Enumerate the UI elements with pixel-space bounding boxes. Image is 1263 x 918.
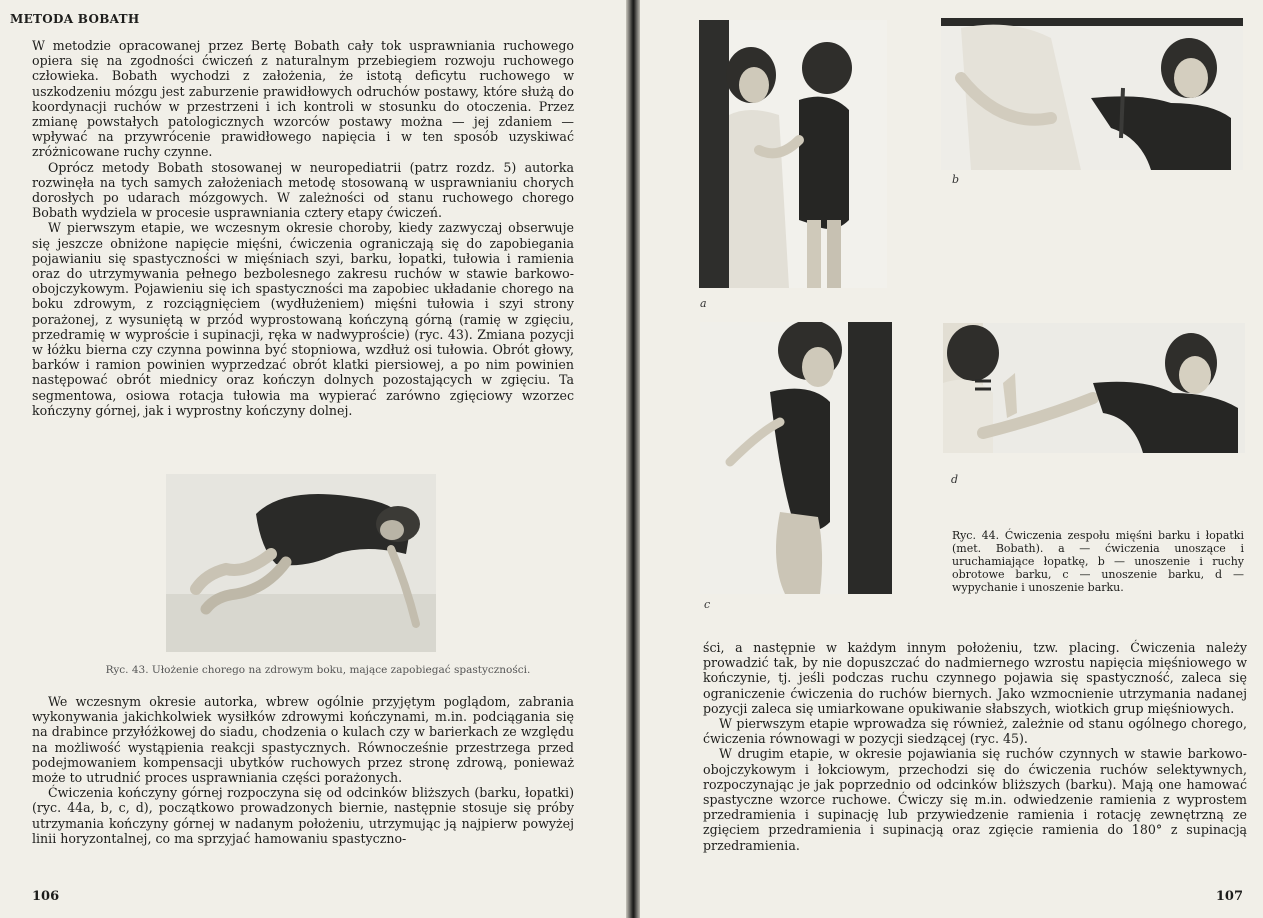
right-page <box>640 0 1263 918</box>
figure-43-caption: Ryc. 43. Ułożenie chorego na zdrowym boku, mające zapobiegać spastyczności. <box>105 664 531 676</box>
figure-44d-photo <box>943 323 1245 453</box>
paragraph: W drugim etapie, w okresie pojawiania się ruchów czynnych w stawie barkowo-obojczykowym i łokciowym, przechodzi się do ćwiczenia ruchów selektywnych, rozpoczynając je jak poprzednio od odcinków bliższych (barku). Mają one hamować spastyczne wzorce ruchowe. Ćwiczy się m.in. odwiedzenie ramienia z wyprostem przedramienia i supinację lub przywiedzenie ramienia i rotację zewnętrzną ze zgięciem przedramienia i supinacją oraz zgięcie ramienia do 180° z supinacją przedramienia. <box>703 746 1247 853</box>
figure-44a-letter: a <box>700 297 707 310</box>
figure-43-photo <box>166 474 436 652</box>
right-text <box>703 640 1247 853</box>
paragraph: W pierwszym etapie wprowadza się również, zależnie od stanu ogólnego chorego, ćwiczenia równowagi w pozycji siedzącej (ryc. 45). <box>703 716 1247 747</box>
figure-44-caption: Ryc. 44. Ćwiczenia zespołu mięśni barku i łopatki (met. Bobath). a — ćwiczenia unoszące i uruchamiające łopatkę, b — unoszenie i ruchy obrotowe barku, c — unoszenie barku, d — wypychanie i unoszenie barku. <box>952 529 1244 594</box>
paragraph: Oprócz metody Bobath stosowanej w neuropediatrii (patrz rozdz. 5) autorka rozwinęła na tych samych założeniach metodę stosowaną w usprawnianiu chorych dorosłych po udarach mózgowych. W zależności od stanu ruchowego chorego Bobath wydziela w procesie usprawniania cztery etapy ćwiczeń. <box>32 159 574 221</box>
figure-44b-photo <box>941 18 1243 170</box>
figure-44b-letter: b <box>952 173 960 186</box>
page-number-left: 106 <box>32 889 60 904</box>
figure-44c-letter: c <box>704 598 711 611</box>
figure-44c-photo <box>700 322 892 594</box>
paragraph: We wczesnym okresie autorka, wbrew ogólnie przyjętym poglądom, zabrania wykonywania jakichkolwiek wysiłków zdrowymi kończynami, m.in. podciągania się na drabince przyłóżkowej do siadu, chodzenia o kulach czy w barierkach ze względu na możliwość wystąpienia reakcji spastycznych. Równocześnie przestrzega przed podejmowaniem kompensacji ubytków ruchowych przez stronę zdrową, ponieważ może to utrudnić proces usprawniania części porażonych. <box>32 694 574 786</box>
paragraph: Ćwiczenia kończyny górnej rozpoczyna się od odcinków bliższych (barku, łopatki) (ryc. 44a, b, c, d), początkowo prowadzonych biernie, następnie stosuje się próby utrzymania kończyny górnej w nadanym położeniu, utrzymując ją najpierw powyżej linii horyzontalnej, co ma sprzyjać hamowaniu spastyczno- <box>32 785 574 846</box>
figure-44a-photo <box>699 20 887 288</box>
paragraph: W pierwszym etapie, we wczesnym okresie choroby, kiedy zazwyczaj obserwuje się jeszcze obniżone napięcie mięśni, ćwiczenia ograniczają się do zapobiegania pojawianiu się spastyczności w mięśniach szyi, barku, łopatki, tułowia i ramienia oraz do utrzymywania pełnego bezbolesnego zakresu ruchów w stawie barkowo-obojczykowym. Pojawieniu się ich spastyczności ma zapobiec układanie chorego na boku zdrowym, z rozciągnięciem (wydłużeniem) mięśni tułowia i szyi strony porażonej, z wysuniętą w przód wyprostowaną kończyną górną (ramię w zgięciu, przedramię w wyproście i supinacji, ręka w nadwyproście) (ryc. 43). Zmiana pozycji w łóżku bierna czy czynna powinna być stopniowa, wzdłuż osi tułowia. Obrót głowy, barków i ramion powinien wyprzedzać obrót klatki piersiowej, a po nim powinien następować obrót miednicy oraz kończyn dolnych pozostających w zgięciu. Ta segmentowa, osiowa rotacja tułowia ma wypierać zarówno zgięciowy wzorzec kończyny górnej, jak i wyprostny kończyny dolnej. <box>32 220 574 418</box>
paragraph: W metodzie opracowanej przez Bertę Bobath cały tok usprawniania ruchowego opiera się na zgodności ćwiczeń z naturalnym przebiegiem rozwoju ruchowego człowieka. Bobath wychodzi z założenia, że istotą deficytu ruchowego w uszkodzeniu mózgu jest zaburzenie prawidłowych odruchów postawy, które służą do koordynacji ruchów w przestrzeni i ich kontroli w stosunku do otoczenia. Przez zmianę powstałych patologicznych wzorców postawy można — jej zdaniem — wpływać na przywrócenie prawidłowego napięcia i w ten sposób uzyskiwać zróżnicowane ruchy czynne. <box>32 38 574 160</box>
running-head: METODA BOBATH <box>10 12 140 26</box>
book-gutter <box>626 0 640 918</box>
left-text-top <box>32 38 574 418</box>
left-page <box>0 0 626 918</box>
page-number-right: 107 <box>1215 889 1243 904</box>
figure-44d-letter: d <box>951 473 959 486</box>
left-text-bottom <box>32 694 574 846</box>
paragraph: ści, a następnie w każdym innym położeniu, tzw. placing. Ćwiczenia należy prowadzić tak, by nie dopuszczać do nadmiernego wzrostu napięcia mięśniowego w kończynie, tj. jeśli podczas ruchu czynnego pojawia się spastyczność, zaleca się ograniczenie ćwiczenia do ruchów biernych. Jako wzmocnienie utrzymania nadanej pozycji zaleca się umiarkowane opukiwanie słabszych, wiotkich grup mięśniowych. <box>703 640 1247 716</box>
